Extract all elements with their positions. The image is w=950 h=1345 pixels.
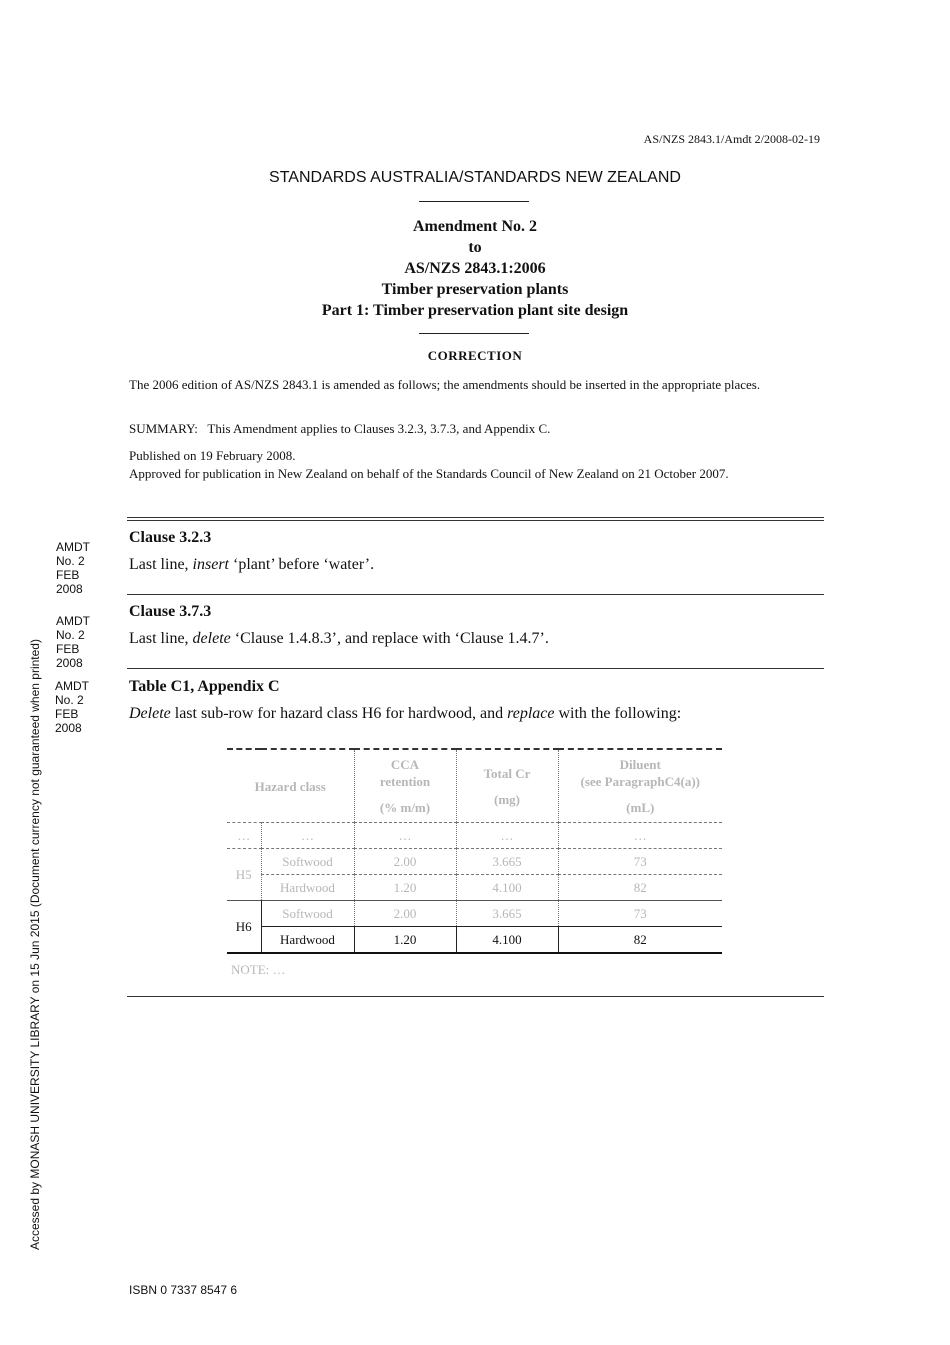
instruction-text: last sub-row for hazard class H6 for hardwood, and [170, 705, 508, 722]
table-row-ellipsis [227, 823, 722, 849]
clause-instruction-3-2-3 [129, 556, 374, 574]
table-row-h5-softwood [227, 849, 722, 875]
cca-cell: 1.20 [354, 875, 456, 901]
diluent-cell: 73 [633, 853, 647, 869]
hazard-class-cell: H5 [227, 849, 261, 901]
header-total-cr [456, 749, 558, 823]
clause-heading-table-c1: Table C1, Appendix C [129, 678, 280, 695]
document-id: AS/NZS 2843.1/Amdt 2/2008-02-19 [643, 132, 820, 146]
table-row-h5-hardwood [227, 875, 722, 901]
section-rule [127, 594, 824, 595]
clause-instruction-3-7-3 [129, 630, 549, 648]
wood-type-cell: Softwood [261, 901, 354, 927]
title-divider-bottom [419, 333, 529, 334]
header-diluent [558, 749, 722, 823]
instruction-text: Last line, [129, 556, 193, 573]
instruction-text: with the following: [554, 705, 682, 722]
approved-paragraph: Approved for publication in New Zealand on behalf of the Standards Council of New Zealand on 21 October 2007. [129, 466, 729, 481]
organisation-title: STANDARDS AUSTRALIA/STANDARDS NEW ZEALAND [269, 169, 681, 186]
header-line: Total Cr [483, 765, 531, 781]
header-unit: (mL) [626, 800, 655, 815]
total-cr-cell: 3.665 [456, 901, 558, 927]
title-line-amendment: Amendment No. 2 [413, 218, 537, 235]
title-line-part: Part 1: Timber preservation plant site design [321, 302, 629, 319]
hazard-class-cell: H6 [227, 901, 261, 954]
header-unit: (mg) [494, 791, 520, 807]
amendment-title [0, 216, 950, 321]
table-cell: … [456, 823, 558, 849]
header-line: retention [379, 774, 431, 789]
table-cell: … [227, 823, 261, 849]
published-line: Published on 19 February 2008. [129, 448, 296, 463]
instruction-verb: Delete [129, 705, 171, 722]
clause-heading-3-7-3: Clause 3.7.3 [129, 603, 212, 620]
margin-amdt-note-3 [55, 679, 89, 735]
header-line: Diluent [619, 757, 661, 772]
correction-label: CORRECTION [427, 348, 523, 363]
margin-note-line: No. 2 [56, 554, 85, 568]
margin-note-line: AMDT [56, 540, 90, 554]
header-line: (see ParagraphC4(a)) [580, 774, 700, 789]
title-line-to: to [468, 239, 482, 256]
section-rule-double [127, 517, 824, 521]
clause-heading-3-2-3: Clause 3.2.3 [129, 529, 212, 546]
access-watermark-text: Accessed by MONASH UNIVERSITY LIBRARY on 15 Jun 2015 (Document currency not guaranteed when printed) [28, 639, 42, 1250]
diluent-cell: 82 [633, 931, 647, 947]
title-line-standard: AS/NZS 2843.1:2006 [404, 260, 546, 277]
intro-paragraph: The 2006 edition of AS/NZS 2843.1 is amended as follows; the amendments should be inserted in the appropriate places. [129, 377, 761, 392]
table-row-h6-hardwood [227, 927, 722, 954]
table-cell: … [354, 823, 456, 849]
header-line: CCA [390, 757, 420, 772]
total-cr-cell: 4.100 [456, 927, 558, 954]
section-rule [127, 668, 824, 669]
table-cell: … [261, 823, 354, 849]
margin-amdt-note-1 [56, 540, 90, 596]
wood-type-cell: Hardwood [261, 927, 354, 954]
title-line-subject: Timber preservation plants [381, 281, 569, 298]
table-cell: … [633, 827, 647, 843]
margin-note-line: AMDT [55, 679, 89, 693]
cca-cell: 2.00 [354, 849, 456, 875]
wood-type-cell: Hardwood [261, 875, 354, 901]
instruction-verb: insert [192, 556, 229, 573]
instruction-verb: delete [192, 630, 231, 647]
margin-amdt-note-2 [56, 614, 90, 670]
wood-type-cell: Softwood [261, 849, 354, 875]
table-note: NOTE: … [231, 962, 286, 977]
isbn-footer: ISBN 0 7337 8547 6 [129, 1283, 238, 1297]
table-c1 [227, 748, 722, 954]
instruction-text: Last line, [129, 630, 193, 647]
section-rule-end [127, 996, 824, 997]
cca-cell: 2.00 [354, 901, 456, 927]
instruction-verb: replace [507, 705, 555, 722]
cca-cell: 1.20 [354, 927, 456, 954]
margin-note-line: 2008 [56, 582, 83, 596]
instruction-text: ‘Clause 1.4.8.3’, and replace with ‘Clause 1.4.7’. [230, 630, 549, 647]
total-cr-cell: 3.665 [456, 849, 558, 875]
margin-note-line: FEB [55, 707, 79, 721]
table-row-h6-softwood [227, 901, 722, 927]
margin-note-line: No. 2 [55, 693, 84, 707]
header-hazard-class: Hazard class [227, 749, 354, 823]
title-divider-top [419, 201, 529, 202]
header-cca-retention [354, 749, 456, 823]
clause-instruction-table-c1 [129, 705, 681, 723]
total-cr-cell: 4.100 [456, 875, 558, 901]
diluent-cell: 73 [633, 905, 647, 921]
margin-note-line: FEB [56, 568, 80, 582]
margin-note-line: FEB [56, 642, 80, 656]
table-header-row [227, 749, 722, 823]
diluent-cell: 82 [633, 879, 647, 895]
header-unit: (% m/m) [379, 800, 431, 815]
instruction-text: ‘plant’ before ‘water’. [229, 556, 375, 573]
margin-note-line: 2008 [56, 656, 83, 670]
margin-note-line: No. 2 [56, 628, 85, 642]
summary-paragraph: SUMMARY: This Amendment applies to Clauses 3.2.3, 3.7.3, and Appendix C. [129, 421, 551, 436]
margin-note-line: 2008 [55, 721, 82, 735]
margin-note-line: AMDT [56, 614, 90, 628]
